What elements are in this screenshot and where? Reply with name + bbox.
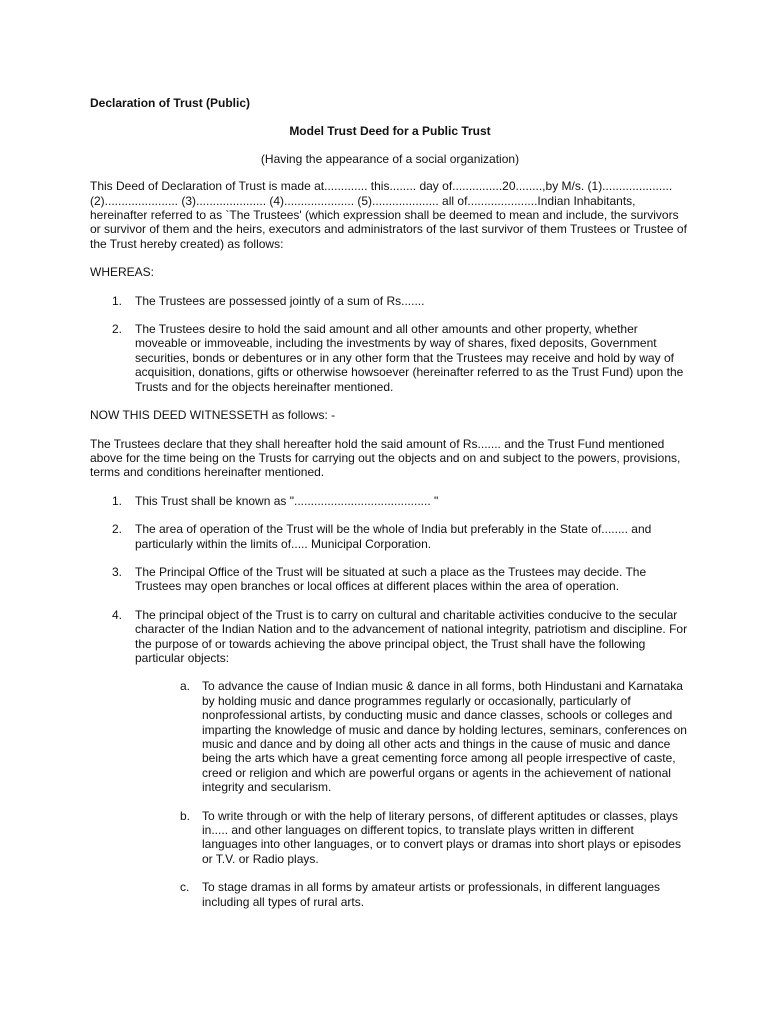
item-number: 4. (112, 607, 123, 622)
list-item (90, 322, 690, 394)
list-item (157, 809, 690, 867)
declaration-paragraph: The Trustees declare that they shall hereafter hold the said amount of Rs....... and the Trust Fund mentioned above for the time being on the Trusts for carrying out the objects and on and subject to the powers, provisions, terms and conditions hereinafter mentioned. (90, 436, 681, 480)
list-item (90, 565, 690, 594)
document-subtitle: (Having the appearance of a social organization) (260, 151, 520, 166)
list-item (90, 608, 690, 909)
item-text: The principal object of the Trust is to carry on cultural and charitable activities conducive to the secular character of the Indian Nation and to the advancement of national integrity, patriotism and discipline. For the purpose of or towards achieving the above principal object, the Trust shall have the following particular objects: (135, 607, 688, 665)
intro-paragraph: This Deed of Declaration of Trust is made at............. this........ day of...............20........,by M/s. (1).....................(2)...................... (3)..................... (4)..................... (5).................... all of.....................Indian Inhabitants, hereinafter referred to as `The Trustees' (which expression shall be deemed to mean and include, the survivors or survivor of them and the heirs, executors and administrators of the last survivor of them Trustees or Trustee of the Trust hereby created) as follows: (90, 179, 687, 251)
item-text: The Principal Office of the Trust will be situated at such a place as the Trustees may decide. The Trustees may open branches or local offices at different places within the area of operation. (135, 564, 647, 594)
document-title: Model Trust Deed for a Public Trust (289, 124, 491, 139)
item-text: To stage dramas in all forms by amateur artists or professionals, in different languages including all types of rural arts. (202, 880, 661, 909)
objects-list (135, 679, 690, 909)
item-text: To write through or with the help of literary persons, of different aptitudes or classes, plays in..... and other languages on different topics, to translate plays written in different languages into other languages, or to convert plays or dramas into short plays or episodes or T.V. or Radio plays. (202, 808, 681, 866)
clauses-list (90, 494, 690, 909)
witnesseth-heading: NOW THIS DEED WITNESSETH as follows: - (90, 408, 336, 423)
item-number: 2. (112, 522, 123, 537)
item-letter: c. (180, 880, 190, 895)
item-text: To advance the cause of Indian music & dance in all forms, both Hindustani and Karnataka by holding music and dance programmes regularly or occasionally, particularly of nonprofessional artists, by conducting music and dance classes, schools or colleges and imparting the knowledge of music and dance by holding lectures, seminars, conferences on music and dance and by doing all other acts and things in the cause of music and dance being the arts which have a great cementing force among all people irrespective of caste, creed or religion and which are powerful organs or agents in the achievement of national integrity and secularism. (202, 679, 687, 795)
item-letter: a. (180, 679, 191, 694)
list-item (90, 522, 690, 551)
list-item (157, 679, 690, 794)
item-number: 1. (112, 293, 123, 308)
list-item (90, 294, 690, 308)
item-number: 1. (112, 493, 123, 508)
item-text: The Trustees are possessed jointly of a sum of Rs....... (135, 293, 425, 308)
document-label: Declaration of Trust (Public) (90, 96, 251, 110)
item-text: This Trust shall be known as "......................................... " (135, 493, 439, 508)
whereas-heading: WHEREAS: (90, 265, 155, 280)
whereas-list (90, 294, 690, 394)
list-item (157, 880, 690, 909)
document-page (90, 96, 690, 923)
item-text: The Trustees desire to hold the said amount and all other amounts and other property, whether moveable or immoveable, including the investments by way of shares, fixed deposits, Government securities, bonds or debentures or in any other form that the Trustees may receive and hold by way of acquisition, donations, gifts or otherwise howsoever (hereinafter referred to as the Trust Fund) upon the Trusts and for the objects hereinafter mentioned. (135, 322, 684, 394)
item-number: 3. (112, 564, 123, 579)
item-number: 2. (112, 322, 123, 337)
list-item (90, 494, 690, 508)
item-letter: b. (180, 808, 191, 823)
item-text: The area of operation of the Trust will be the whole of India but preferably in the State of........ and particularly within the limits of..... Municipal Corporation. (135, 522, 652, 551)
